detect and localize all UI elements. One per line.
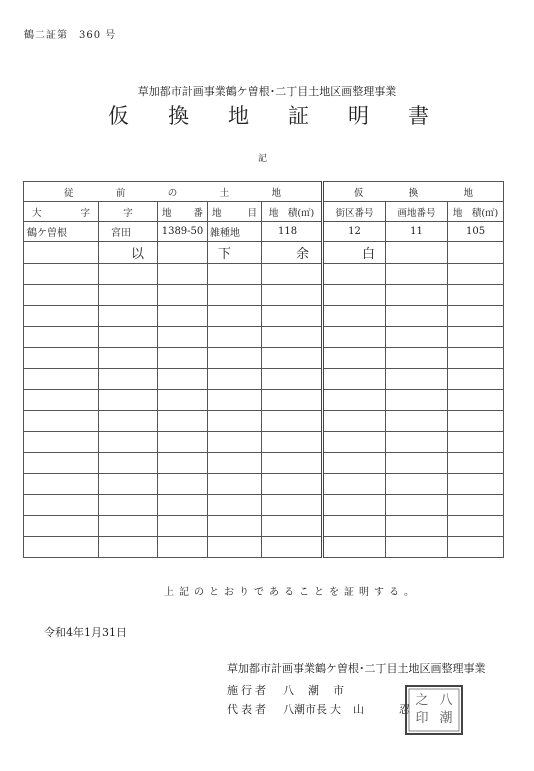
project-title: 草加都市計画事業鶴ケ曽根･二丁目土地区画整理事業 (137, 85, 397, 98)
col-oaza (24, 202, 99, 222)
issuer-label: 施行者 (227, 684, 269, 697)
representative-label: 代表者 (227, 703, 269, 716)
table-row (24, 495, 504, 516)
title-char: 仮 (108, 104, 129, 128)
col-aza: 字 (99, 202, 158, 222)
cell-lot-number: 11 (386, 222, 448, 242)
header-char: 仮 (354, 187, 364, 199)
table-row (24, 516, 504, 537)
cell-chimoku: 雑種地 (208, 222, 262, 242)
table-row (24, 390, 504, 411)
issue-date: 令和4年1月31日 (44, 626, 127, 639)
certification-statement: 上記のとおりであることを証明する。 (164, 587, 419, 598)
title-char: 証 (288, 104, 309, 128)
header-char: 地 (212, 207, 222, 219)
table-row (24, 537, 504, 558)
col-area: 地 積(㎡) (262, 202, 323, 222)
title-char: 換 (168, 104, 189, 128)
cell-oaza: 鶴ケ曽根 (24, 222, 99, 242)
former-land-header (24, 182, 323, 202)
header-char: 換 (408, 187, 419, 199)
col-area-provisional: 地 積(㎡) (448, 202, 504, 222)
col-block-number: 街区番号 (323, 202, 386, 222)
table-row (24, 348, 504, 369)
blank-char: 以 (99, 242, 158, 264)
table-row (24, 222, 504, 242)
representative-title: 八潮市長 (283, 703, 327, 716)
header-char: 前 (115, 187, 126, 199)
svg-text:印: 印 (415, 711, 429, 726)
provisional-land-header (323, 182, 504, 202)
svg-text:八: 八 (439, 693, 453, 708)
official-seal (404, 684, 464, 736)
group-header-row (24, 182, 504, 202)
cell-chiban: 1389-50 (158, 222, 208, 242)
title-char: 書 (408, 104, 429, 128)
issuer-project: 草加都市計画事業鶴ケ曽根･二丁目土地区画整理事業 (227, 662, 486, 675)
cell-aza: 宮田 (99, 222, 158, 242)
issuer-name: 八潮市 (283, 684, 358, 697)
cell-area-provisional: 105 (448, 222, 504, 242)
cell-area: 118 (262, 222, 323, 242)
table-row (24, 453, 504, 474)
ki-mark: 記 (258, 154, 268, 164)
blank-char: 白 (323, 242, 386, 264)
header-char: の (167, 187, 178, 199)
table-row (24, 411, 504, 432)
table-row (24, 474, 504, 495)
representative-name: 大山 忍 (330, 703, 422, 716)
header-char: 従 (64, 187, 74, 199)
header-char: 字 (80, 207, 90, 219)
blank-char: 下 (208, 242, 262, 264)
table-row (24, 306, 504, 327)
column-header-row (24, 202, 504, 222)
svg-text:潮: 潮 (439, 711, 453, 726)
title-char: 地 (228, 104, 249, 128)
col-chiban (158, 202, 208, 222)
cell-block-number: 12 (323, 222, 386, 242)
certificate-table (23, 181, 504, 558)
col-lot-number: 画地番号 (386, 202, 448, 222)
header-char: 地 (271, 187, 282, 199)
header-char: 土 (219, 187, 230, 199)
svg-text:之: 之 (415, 693, 429, 708)
header-char: 目 (247, 207, 257, 219)
title-char: 明 (348, 104, 369, 128)
table-row (24, 264, 504, 285)
col-chimoku (208, 202, 262, 222)
document-number: 鶴二証第 360 号 (24, 30, 117, 41)
table-row (24, 369, 504, 390)
header-char: 番 (193, 207, 203, 219)
table-row (24, 327, 504, 348)
header-char: 地 (162, 207, 172, 219)
table-row (24, 285, 504, 306)
header-char: 大 (32, 207, 42, 219)
blank-char: 余 (262, 242, 323, 264)
header-char: 地 (463, 187, 474, 199)
table-row (24, 242, 504, 264)
table-row (24, 432, 504, 453)
